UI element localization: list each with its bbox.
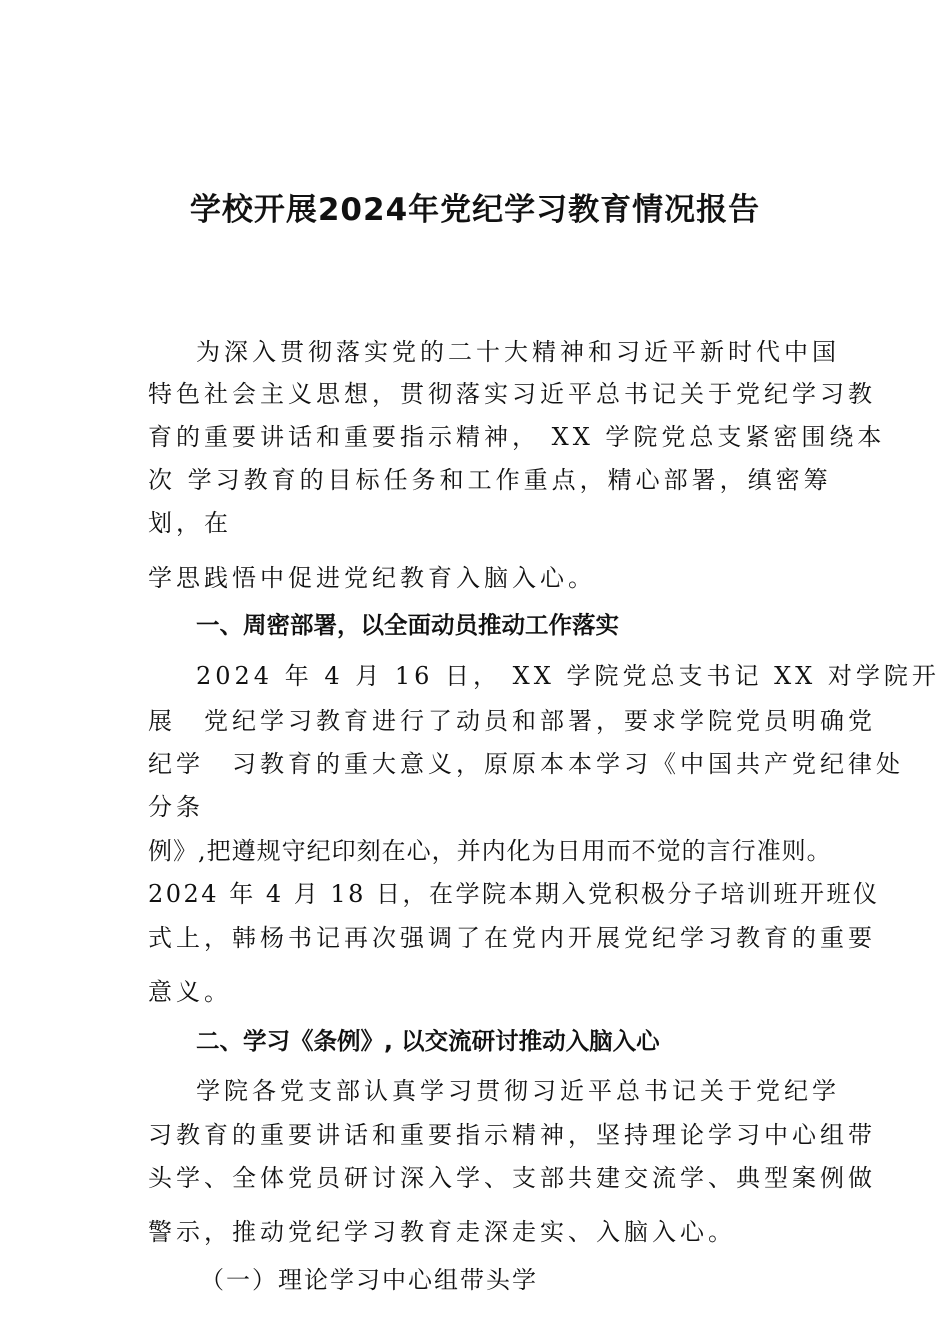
section-heading: 一、周密部署，以全面动员推动工作落实 bbox=[196, 611, 619, 639]
paragraph-line: 头学、全体党员研讨深入学、支部共建交流学、典型案例做 bbox=[148, 1164, 876, 1192]
paragraph-line: 分条 bbox=[148, 793, 204, 821]
paragraph-line: 式上，韩杨书记再次强调了在党内开展党纪学习教育的重要 bbox=[148, 924, 876, 952]
paragraph-line: 习教育的重要讲话和重要指示精神，坚持理论学习中心组带 bbox=[148, 1121, 876, 1149]
paragraph-line: 为深入贯彻落实党的二十大精神和习近平新时代中国 bbox=[196, 338, 840, 366]
subsection-heading: （一）理论学习中心组带头学 bbox=[200, 1266, 538, 1294]
paragraph-line: 特色社会主义思想，贯彻落实习近平总书记关于党纪学习教 bbox=[148, 380, 876, 408]
paragraph-line: 2024 年 4 月 18 日，在学院本期入党积极分子培训班开班仪 bbox=[148, 880, 880, 908]
document-title: 学校开展2024年党纪学习教育情况报告 bbox=[189, 192, 761, 228]
paragraph-line: 例》,把遵规守纪印刻在心，并内化为日用而不觉的言行准则。 bbox=[148, 837, 832, 865]
paragraph-line: 划，在 bbox=[148, 509, 232, 537]
paragraph-line: 警示，推动党纪学习教育走深走实、入脑入心。 bbox=[148, 1218, 736, 1246]
paragraph-line: 纪学 习教育的重大意义，原原本本学习《中国共产党纪律处 bbox=[148, 750, 904, 778]
paragraph-line: 育的重要讲话和重要指示精神， XX 学院党总支紧密围绕本 bbox=[148, 423, 886, 451]
paragraph-line: 学院各党支部认真学习贯彻习近平总书记关于党纪学 bbox=[196, 1077, 840, 1105]
section-heading: 二、学习《条例》, 以交流研讨推动入脑入心 bbox=[196, 1027, 660, 1055]
paragraph-line: 展 党纪学习教育进行了动员和部署，要求学院党员明确党 bbox=[148, 707, 876, 735]
paragraph-line: 学思践悟中促进党纪教育入脑入心。 bbox=[148, 564, 596, 592]
paragraph-line: 意义。 bbox=[148, 978, 232, 1006]
paragraph-line: 次 学习教育的目标任务和工作重点，精心部署，缜密筹 bbox=[148, 466, 832, 494]
paragraph-line: 2024 年 4 月 16 日， XX 学院党总支书记 XX 对学院开 bbox=[196, 662, 940, 690]
